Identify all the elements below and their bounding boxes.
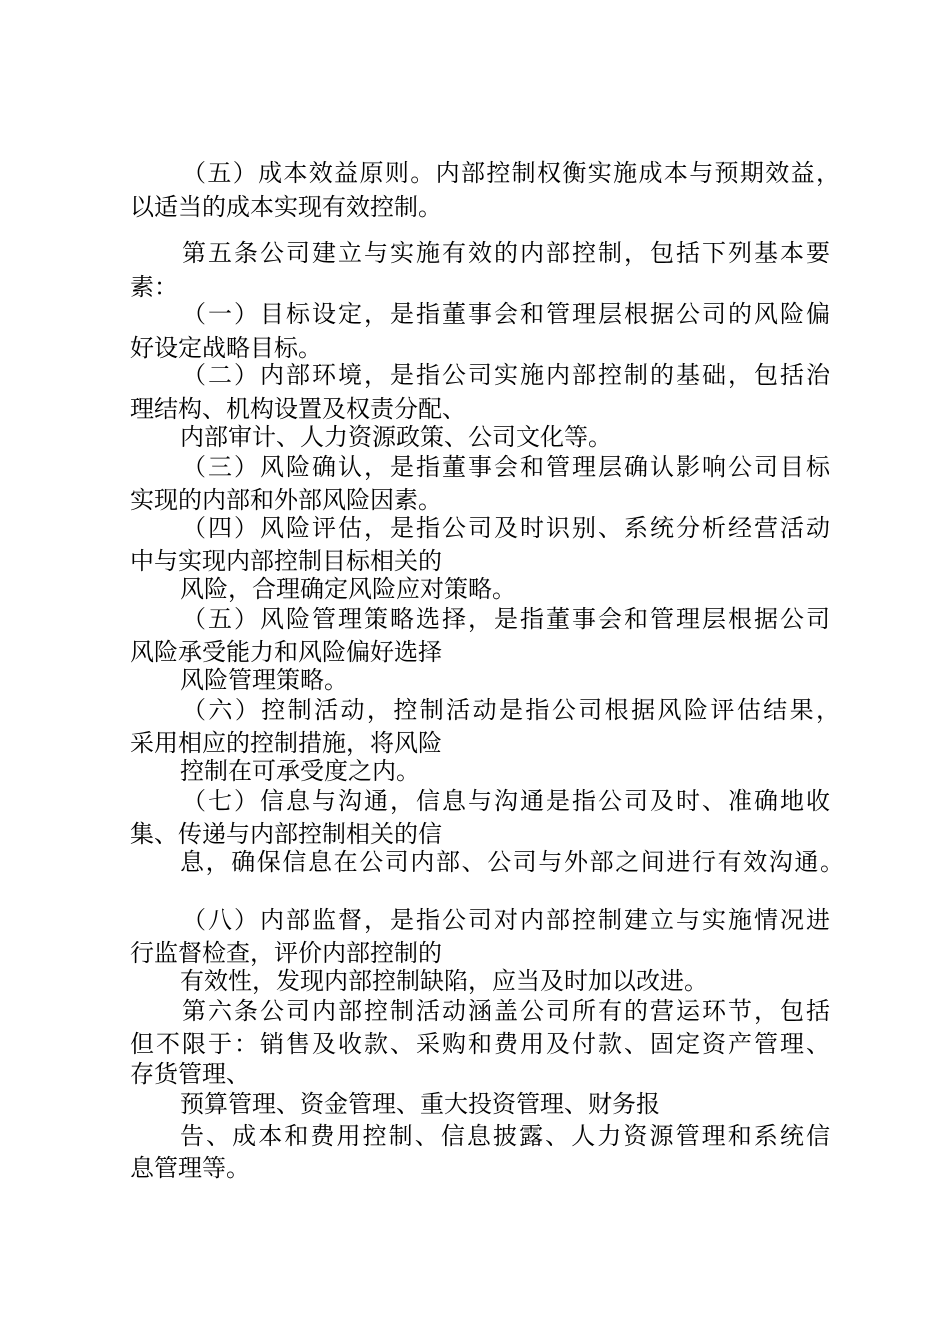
paragraph-line: 采用相应的控制措施，将风险: [130, 729, 442, 757]
paragraph-line: 预算管理、资金管理、重大投资管理、财务报: [180, 1090, 660, 1118]
paragraph-line: （一）目标设定，是指董事会和管理层根据公司的风险偏: [182, 300, 830, 328]
paragraph-line: 风险，合理确定风险应对策略。: [180, 575, 516, 603]
paragraph-line: 以适当的成本实现有效控制。: [130, 193, 442, 221]
paragraph-line: 息管理等。: [130, 1154, 250, 1182]
paragraph-line: 风险管理策略。: [180, 666, 348, 694]
paragraph-line: 但不限于：销售及收款、采购和费用及付款、固定资产管理、: [130, 1030, 830, 1058]
paragraph-line: （七）信息与沟通，信息与沟通是指公司及时、准确地收: [182, 787, 830, 815]
paragraph-line: （四）风险评估，是指公司及时识别、系统分析经营活动: [182, 514, 830, 542]
paragraph-line: 实现的内部和外部风险因素。: [130, 486, 442, 514]
paragraph-line: 中与实现内部控制目标相关的: [130, 547, 442, 575]
paragraph-line: （五）成本效益原则。内部控制权衡实施成本与预期效益，: [182, 159, 840, 187]
paragraph-line: 内部审计、人力资源政策、公司文化等。: [180, 423, 612, 451]
paragraph-line: （二）内部环境，是指公司实施内部控制的基础，包括治: [182, 361, 830, 389]
paragraph-line: 控制在可承受度之内。: [180, 757, 420, 785]
paragraph-line: 第六条公司内部控制活动涵盖公司所有的营运环节，包括: [182, 997, 830, 1025]
paragraph-line: 理结构、机构设置及权责分配、: [130, 395, 466, 423]
paragraph-line: 风险承受能力和风险偏好选择: [130, 638, 442, 666]
paragraph-line: 好设定战略目标。: [130, 334, 322, 362]
paragraph-line: 第五条公司建立与实施有效的内部控制，包括下列基本要: [182, 239, 830, 267]
paragraph-line: 集、传递与内部控制相关的信: [130, 820, 442, 848]
paragraph-line: 有效性，发现内部控制缺陷，应当及时加以改进。: [180, 967, 708, 995]
paragraph-line: （三）风险确认，是指董事会和管理层确认影响公司目标: [182, 453, 830, 481]
paragraph-line: （五）风险管理策略选择，是指董事会和管理层根据公司: [182, 605, 830, 633]
paragraph-line: 告、成本和费用控制、信息披露、人力资源管理和系统信: [180, 1122, 830, 1150]
paragraph-line: （六）控制活动，控制活动是指公司根据风险评估结果，: [182, 696, 840, 724]
paragraph-line: 素：: [130, 273, 178, 301]
paragraph-line: 存货管理、: [130, 1060, 250, 1088]
paragraph-line: 息，确保信息在公司内部、公司与外部之间进行有效沟通。: [180, 848, 844, 876]
paragraph-line: （八）内部监督，是指公司对内部控制建立与实施情况进: [182, 906, 830, 934]
paragraph-line: 行监督检查，评价内部控制的: [130, 939, 442, 967]
